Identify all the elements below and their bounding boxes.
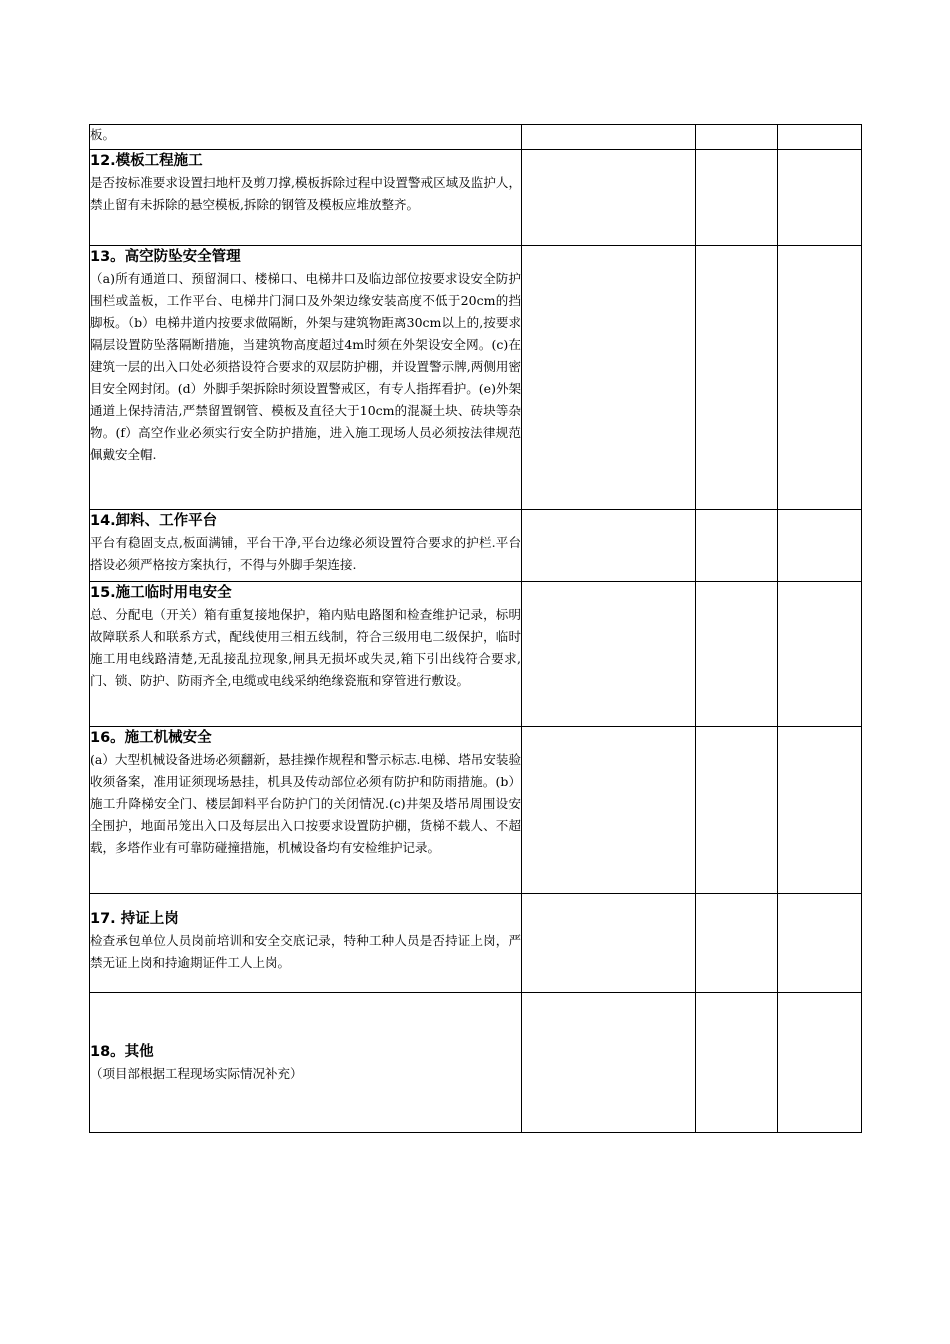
table-row: [90, 582, 862, 727]
item-title: 13。高空防坠安全管理: [90, 249, 241, 265]
check-cell: [522, 727, 696, 894]
item-body: 检查承包单位人员岗前培训和安全交底记录，特种工种人员是否持证上岗，严禁无证上岗和持逾期证件工人上岗。: [90, 933, 521, 970]
check-cell: [696, 993, 778, 1133]
item-body: (a）大型机械设备进场必须翻新，悬挂操作规程和警示标志.电梯、塔吊安装验收须备案，准用证须现场悬挂，机具及传动部位必须有防护和防雨措施。(b）施工升降梯安全门、楼层卸料平台防护门的关闭情况.(c)井架及塔吊周围设安全围护，地面吊笼出入口及每层出入口按要求设置防护棚，货梯不载人、不超载，多塔作业有可靠防碰撞措施，机械设备均有安检维护记录。: [90, 752, 521, 855]
check-cell: [522, 125, 696, 150]
check-cell: [778, 993, 862, 1133]
check-cell: [778, 727, 862, 894]
item-title: 14.卸料、工作平台: [90, 513, 218, 529]
check-cell: [522, 894, 696, 993]
check-cell: [778, 150, 862, 246]
item-title: 12.模板工程施工: [90, 153, 203, 169]
table-row: [90, 894, 862, 993]
item-cell: [90, 582, 522, 727]
check-cell: [696, 582, 778, 727]
check-cell: [778, 246, 862, 510]
item-cell: [90, 727, 522, 894]
check-cell: [522, 246, 696, 510]
check-cell: [696, 125, 778, 150]
item-body: 平台有稳固支点,板面满铺，平台干净,平台边缘必须设置符合要求的护栏.平台搭设必须严格按方案执行，不得与外脚手架连接.: [90, 535, 521, 572]
safety-checklist-table: [89, 124, 862, 1133]
item-body: （a)所有通道口、预留洞口、楼梯口、电梯井口及临边部位按要求设安全防护围栏或盖板，工作平台、电梯井门洞口及外架边缘安装高度不低于20cm的挡脚板。（b）电梯井道内按要求做隔断，外架与建筑物距离30cm以上的,按要求隔层设置防坠落隔断措施，当建筑物高度超过4m时须在外架设安全网。(c)在建筑一层的出入口处必须搭设符合要求的双层防护棚，并设置警示牌,两侧用密目安全网封闭。(d）外脚手架拆除时须设置警戒区，有专人指挥看护。(e)外架通道上保持清洁,严禁留置钢管、模板及直径大于10cm的混凝土块、砖块等杂物。(f）高空作业必须实行安全防护措施，进入施工现场人员必须按法律规范佩戴安全帽.: [90, 271, 521, 462]
table-row: [90, 727, 862, 894]
table-row: [90, 125, 862, 150]
item-title: 15.施工临时用电安全: [90, 585, 232, 601]
check-cell: [696, 894, 778, 993]
item-cell: [90, 993, 522, 1133]
table-row: [90, 993, 862, 1133]
check-cell: [778, 510, 862, 582]
table-row: [90, 150, 862, 246]
check-cell: [696, 510, 778, 582]
item-cell: [90, 246, 522, 510]
check-cell: [696, 727, 778, 894]
check-cell: [778, 125, 862, 150]
check-cell: [778, 894, 862, 993]
check-cell: [522, 993, 696, 1133]
check-cell: [696, 150, 778, 246]
check-cell: [522, 150, 696, 246]
item-cell: [90, 894, 522, 993]
check-cell: [522, 582, 696, 727]
item-title: 18。其他: [90, 1043, 154, 1060]
item-cell: [90, 510, 522, 582]
check-cell: [522, 510, 696, 582]
table-row: [90, 510, 862, 582]
item-title: 17. 持证上岗: [90, 911, 179, 927]
table-row: [90, 246, 862, 510]
item-cell: [90, 150, 522, 246]
item-body: （项目部根据工程现场实际情况补充）: [90, 1065, 303, 1081]
item-body: 是否按标准要求设置扫地杆及剪刀撑,模板拆除过程中设置警戒区域及监护人，禁止留有未拆除的悬空模板,拆除的钢管及模板应堆放整齐。: [90, 175, 521, 212]
item-title: 16。施工机械安全: [90, 730, 212, 746]
item-body: 板。: [90, 127, 116, 142]
item-body: 总、分配电（开关）箱有重复接地保护，箱内贴电路图和检查维护记录，标明故障联系人和联系方式，配线使用三相五线制，符合三级用电二级保护，临时施工用电线路清楚,无乱接乱拉现象,闸具无损坏或失灵,箱下引出线符合要求,门、锁、防护、防雨齐全,电缆或电线采纳绝缘瓷瓶和穿管进行敷设。: [90, 607, 521, 688]
check-cell: [778, 582, 862, 727]
item-cell: [90, 125, 522, 150]
check-cell: [696, 246, 778, 510]
